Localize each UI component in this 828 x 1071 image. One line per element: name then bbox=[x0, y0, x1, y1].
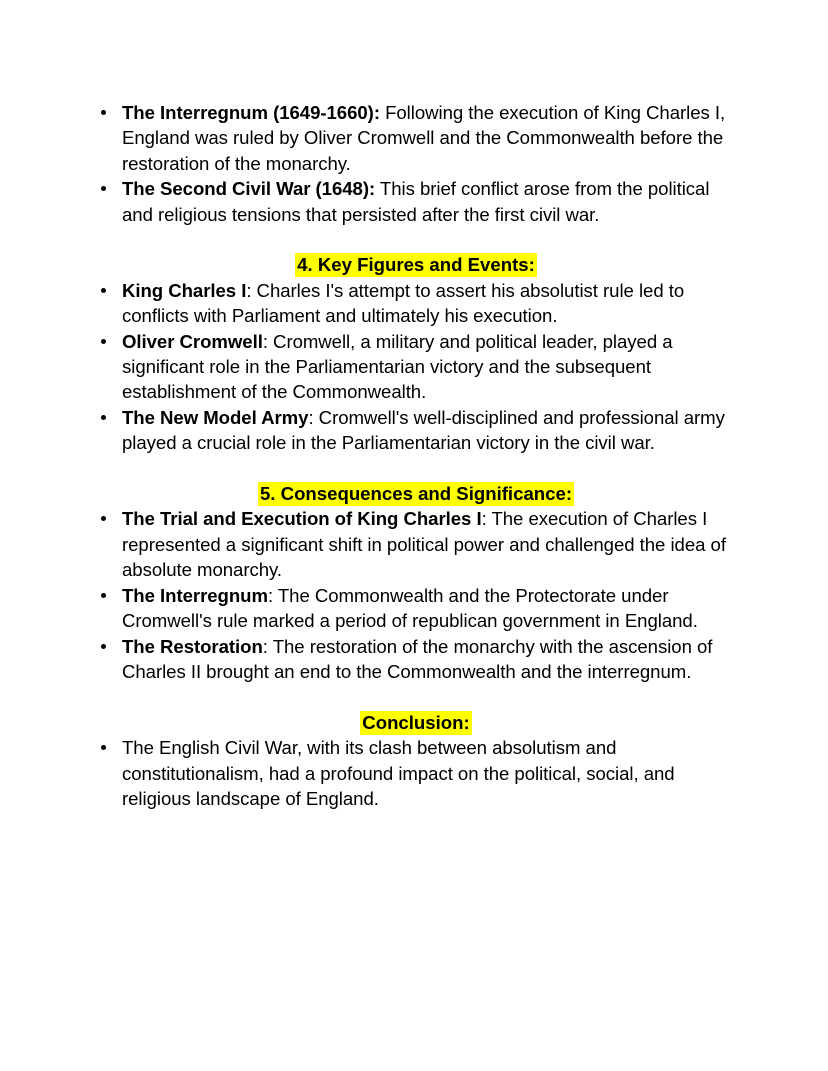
highlighted-heading-text: 5. Consequences and Significance: bbox=[259, 483, 573, 505]
list-item bbox=[96, 329, 736, 405]
list-item bbox=[96, 100, 736, 176]
bullet-list-interregnum-group bbox=[96, 100, 736, 227]
list-item bbox=[96, 583, 736, 634]
spacer bbox=[96, 456, 736, 481]
list-item-body: This brief conflict arose from the political and religious tensions that persisted after the first civil war. bbox=[122, 178, 710, 225]
bullet-list-consequences bbox=[96, 506, 736, 684]
spacer bbox=[96, 684, 736, 709]
list-item-body: : Charles I's attempt to assert his absolutist rule led to conflicts with Parliament and ultimately his execution. bbox=[122, 279, 685, 327]
list-item bbox=[96, 735, 736, 811]
list-item-lead: The Interregnum bbox=[122, 584, 268, 606]
list-item-lead: The New Model Army bbox=[122, 406, 309, 428]
list-item-body: : The restoration of the monarchy with the ascension of Charles II brought an end to the Commonwealth and the interregnum. bbox=[122, 635, 713, 682]
bullet-list-conclusion bbox=[96, 735, 736, 811]
list-item bbox=[96, 405, 736, 456]
spacer bbox=[96, 227, 736, 252]
section-heading-conclusion bbox=[96, 710, 736, 735]
list-item-body: The English Civil War, with its clash between absolutism and constitutionalism, had a profound impact on the political, social, and religious landscape of England. bbox=[122, 737, 675, 809]
section-heading-key-figures bbox=[96, 252, 736, 277]
list-item bbox=[96, 634, 736, 685]
list-item bbox=[96, 278, 736, 329]
list-item-lead: The Interregnum (1649-1660): bbox=[122, 102, 380, 123]
highlighted-heading-text: 4. Key Figures and Events: bbox=[297, 254, 535, 276]
list-item-body: Following the execution of King Charles I, England was ruled by Oliver Cromwell and the Commonwealth before the restoration of the monarchy. bbox=[122, 102, 726, 174]
section-heading-consequences bbox=[96, 481, 736, 506]
list-item bbox=[96, 176, 736, 227]
bullet-list-key-figures bbox=[96, 278, 736, 456]
list-item-lead: The Restoration bbox=[122, 635, 263, 657]
list-item-lead: King Charles I bbox=[122, 279, 247, 301]
list-item-body: : The Commonwealth and the Protectorate under Cromwell's rule marked a period of republican government in England. bbox=[122, 584, 698, 632]
list-item-lead: The Trial and Execution of King Charles I bbox=[122, 508, 482, 530]
highlighted-heading-text: Conclusion: bbox=[362, 711, 470, 733]
list-item-lead: The Second Civil War (1648): bbox=[122, 178, 376, 200]
list-item-body: : The execution of Charles I represented a significant shift in political power and challenged the idea of absolute monarchy. bbox=[122, 508, 726, 581]
list-item-body: : Cromwell's well-disciplined and professional army played a crucial role in the Parliamentarian victory in the civil war. bbox=[122, 406, 725, 454]
list-item-lead: Oliver Cromwell bbox=[122, 330, 263, 352]
list-item-body: : Cromwell, a military and political leader, played a significant role in the Parliamentarian victory and the subsequent establishment of the Commonwealth. bbox=[122, 330, 673, 403]
list-item bbox=[96, 506, 736, 582]
document-body bbox=[96, 100, 736, 811]
